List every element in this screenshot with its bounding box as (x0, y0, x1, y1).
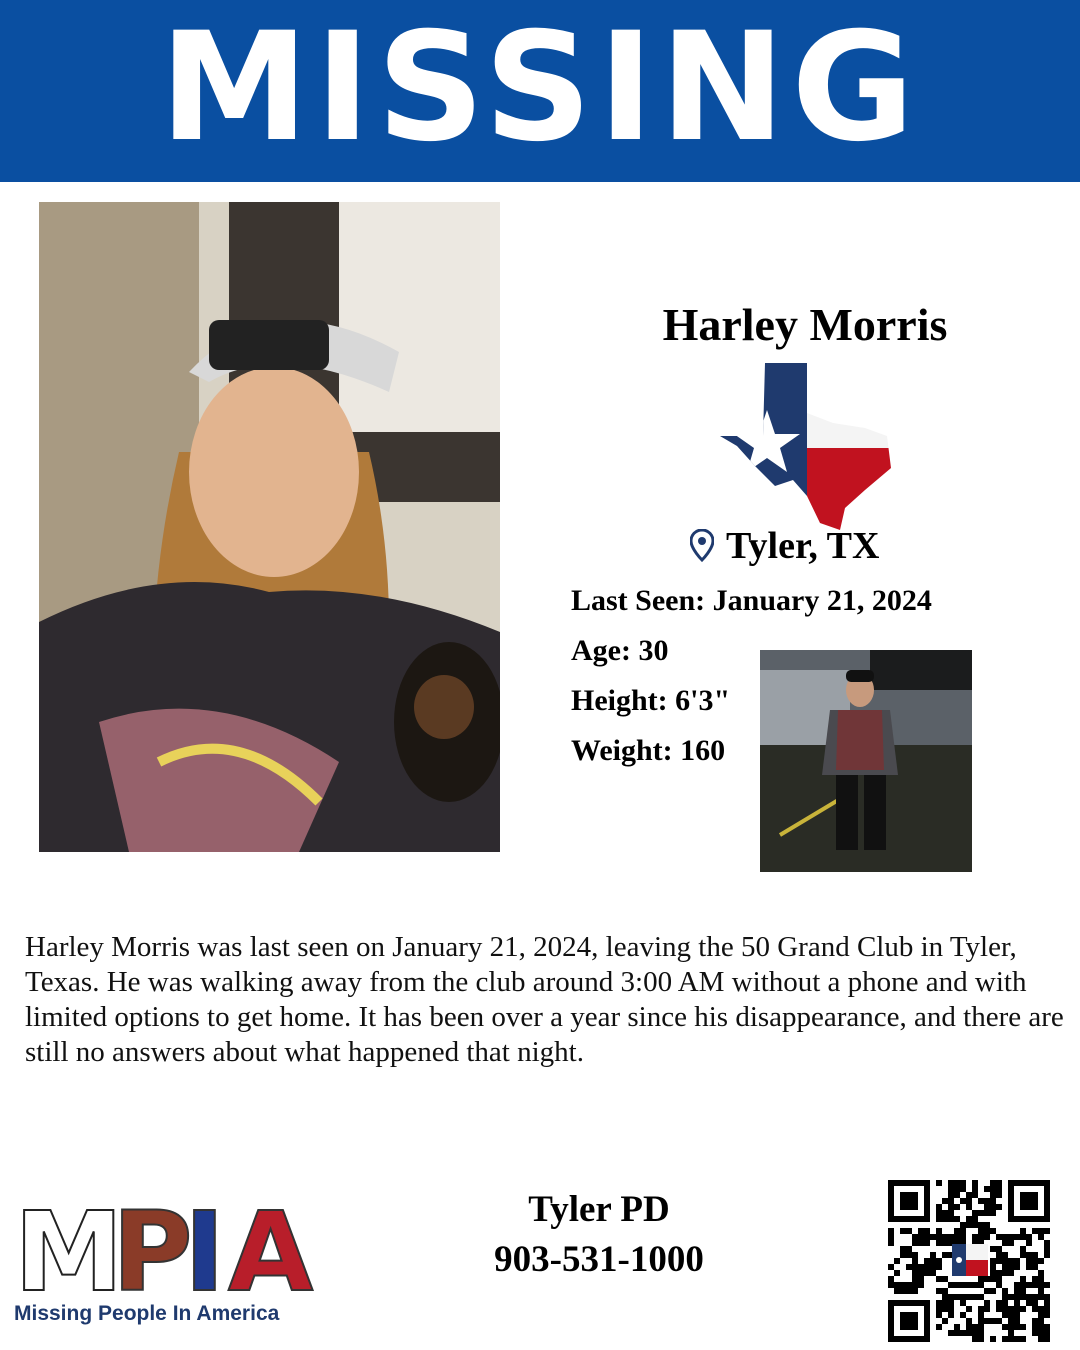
location (690, 524, 879, 568)
description: Harley Morris was last seen on January 21, 2024, leaving the 50 Grand Club in Tyler, Texas. He was walking away from the club around 3:00 AM without a phone and with limited options to get home. It has been over a year since his disappearance, and there are still no answers about what happened that night. (25, 931, 1064, 1068)
weight: Weight: 160 (571, 734, 726, 767)
banner-title: MISSING (159, 1, 921, 175)
svg-text:I: I (184, 1198, 225, 1316)
svg-text:A: A (228, 1198, 314, 1316)
mpia-logo (14, 1198, 334, 1333)
contact-block (460, 1185, 738, 1285)
height: Height: 6'3" (571, 684, 731, 717)
logo-tagline: Missing People In America (14, 1302, 280, 1325)
missing-banner (0, 0, 1080, 182)
qr-code-icon[interactable] (888, 1180, 1050, 1342)
agency-name: Tyler PD (528, 1189, 670, 1230)
missing-person-photo (39, 202, 500, 852)
person-name: Harley Morris (662, 299, 948, 350)
texas-flag-icon (952, 1244, 988, 1276)
age: Age: 30 (571, 634, 669, 667)
svg-text:M: M (14, 1198, 126, 1316)
last-seen: Last Seen: January 21, 2024 (571, 584, 932, 617)
surveillance-photo (760, 650, 972, 872)
agency-phone: 903-531-1000 (494, 1239, 704, 1280)
location-text: Tyler, TX (726, 525, 880, 567)
svg-text:P: P (112, 1198, 193, 1316)
map-pin-icon (690, 529, 714, 563)
texas-flag-map-icon (715, 358, 895, 533)
